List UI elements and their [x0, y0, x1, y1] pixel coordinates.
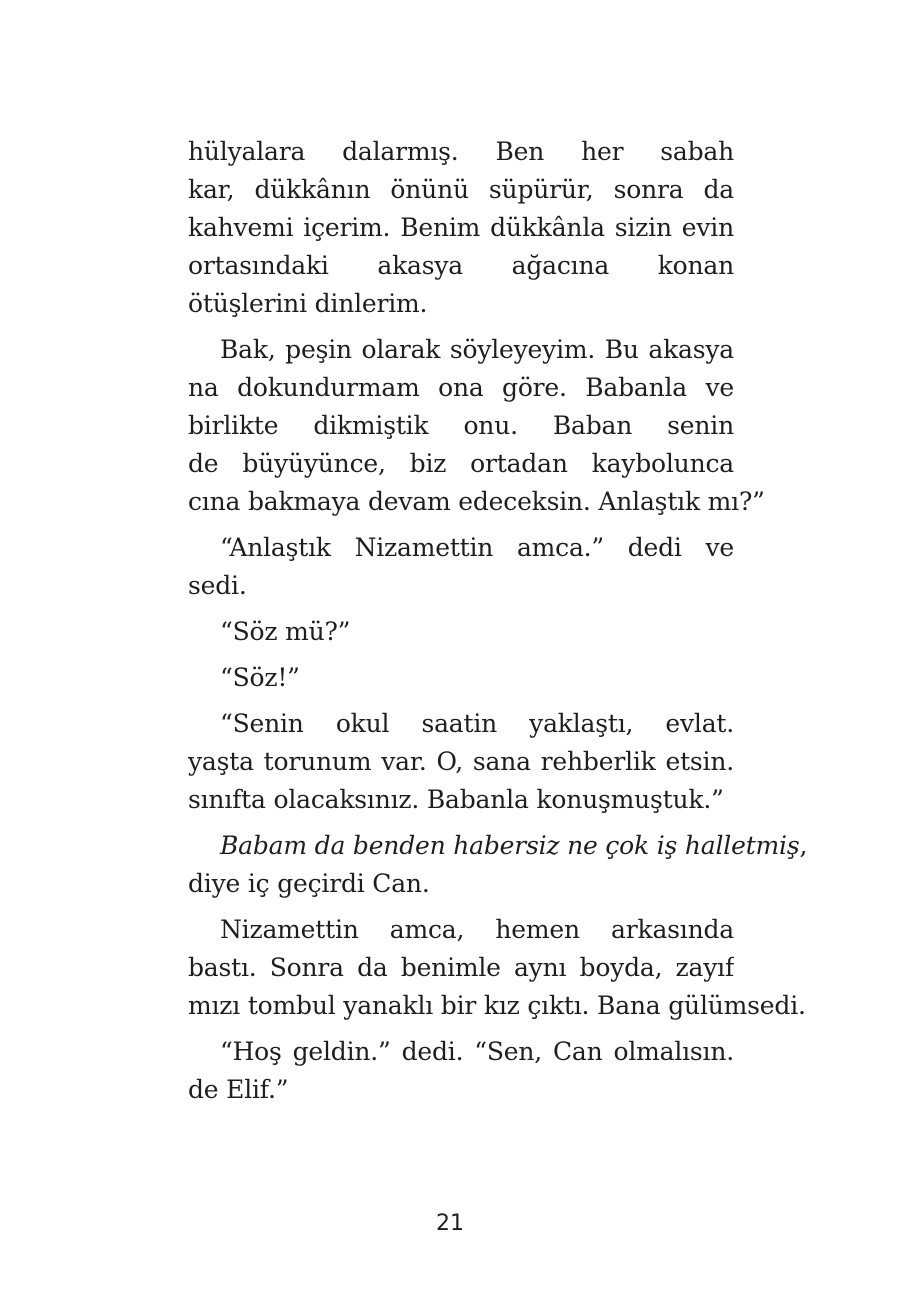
- paragraph-8: [188, 911, 806, 1025]
- text-line: kar, dükkânın önünü süpürür, sonra da: [188, 175, 734, 204]
- text-line: sınıfta olacaksınız. Babanla konuşmuştuk.”: [188, 785, 724, 814]
- text-line: Nizamettin amca, hemen arkasında: [220, 915, 734, 944]
- text-line: birlikte dikmiştik onu. Baban senin: [188, 411, 734, 440]
- text-line: [188, 827, 808, 865]
- text-line: mızı tombul yanaklı bir kız çıktı. Bana gülümsedi.: [188, 991, 806, 1020]
- text-line: sedi.: [188, 571, 247, 600]
- paragraph-6: [188, 705, 734, 819]
- text-line: ötüşlerini dinlerim.: [188, 289, 428, 318]
- text-line: de Elif.”: [188, 1075, 289, 1104]
- page-number: 21: [436, 1211, 464, 1236]
- text-line: diye iç geçirdi Can.: [188, 869, 430, 898]
- text-line: hülyalara dalarmış. Ben her sabah: [188, 137, 734, 166]
- text-line: ortasındaki akasya ağacına konan: [188, 251, 734, 280]
- paragraph-2: [188, 331, 765, 521]
- text-line: “Anlaştık Nizamettin amca.” dedi ve: [220, 533, 734, 562]
- text-line: cına bakmaya devam edeceksin. Anlaştık mı?”: [188, 487, 765, 516]
- text-line: “Hoş geldin.” dedi. “Sen, Can olmalısın.: [220, 1037, 734, 1066]
- text-line: Bak, peşin olarak söyleyeyim. Bu akasya: [220, 335, 734, 364]
- paragraph-5: [188, 659, 734, 697]
- text-line: yaşta torunum var. O, sana rehberlik etsin.: [188, 747, 734, 776]
- italic-thought: Babam da benden habersiz ne çok iş halletmiş: [220, 831, 800, 860]
- paragraph-3: [188, 529, 734, 605]
- comma: ,: [799, 831, 808, 860]
- body-text: [188, 133, 808, 1109]
- text-line: “Senin okul saatin yaklaştı, evlat.: [220, 709, 734, 738]
- text-line: kahvemi içerim. Benim dükkânla sizin evin: [188, 213, 734, 242]
- text-line: “Söz mü?”: [220, 617, 351, 646]
- text-line: bastı. Sonra da benimle aynı boyda, zayıf: [188, 953, 734, 982]
- text-line: “Söz!”: [220, 663, 300, 692]
- text-line: na dokundurmam ona göre. Babanla ve: [188, 373, 734, 402]
- paragraph-4: [188, 613, 734, 651]
- paragraph-1: [188, 133, 734, 323]
- text-line: de büyüyünce, biz ortadan kaybolunca: [188, 449, 734, 478]
- paragraph-9: [188, 1033, 734, 1109]
- paragraph-7: [188, 827, 808, 903]
